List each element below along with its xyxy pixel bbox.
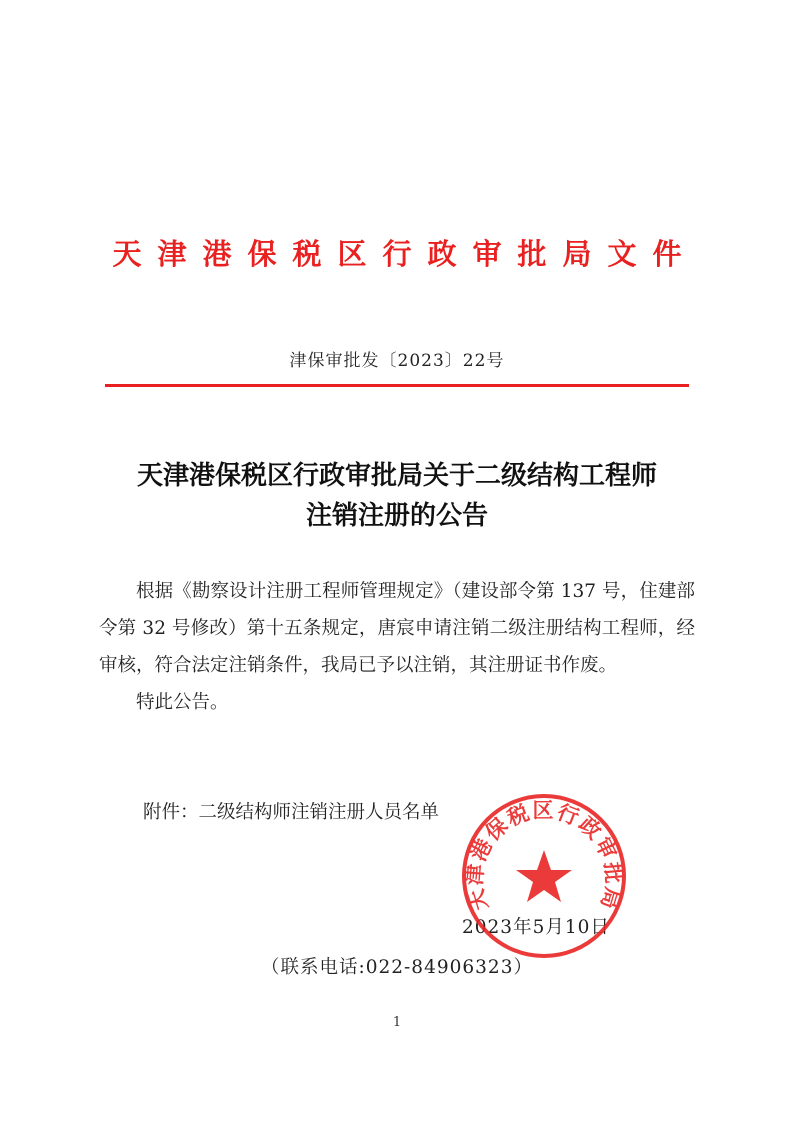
page-number: 1 <box>392 1015 402 1030</box>
official-seal-stamp <box>460 792 628 960</box>
notice-title-line-1: 天津港保税区行政审批局关于二级结构工程师 <box>136 461 657 491</box>
contact-phone: （联系电话:022-84906323） <box>261 957 533 978</box>
notice-title-line-2: 注销注册的公告 <box>305 501 488 531</box>
notice-title <box>0 456 794 536</box>
document-number: 津保审批发〔2023〕22号 <box>289 351 505 371</box>
red-divider-line <box>105 384 689 387</box>
issue-date: 2023年5月10日 <box>462 917 610 938</box>
document-header-title: 天津港保税区行政审批局文件 <box>112 237 698 271</box>
seal-star-icon <box>516 850 572 902</box>
notice-body <box>99 573 695 721</box>
body-paragraph-2: 特此公告。 <box>136 692 229 713</box>
attachment-line: 附件：二级结构师注销注册人员名单 <box>143 802 440 823</box>
body-paragraph-1: 根据《勘察设计注册工程师管理规定》（建设部令第 137 号，住建部令第 32 号修改）第十五条规定，唐宸申请注销二级注册结构工程师，经审核，符合法定注销条件，我局已予以注销，其注册证书作废。 <box>99 581 695 676</box>
seal-text: 天津港保税区行政审批局 <box>462 798 626 914</box>
